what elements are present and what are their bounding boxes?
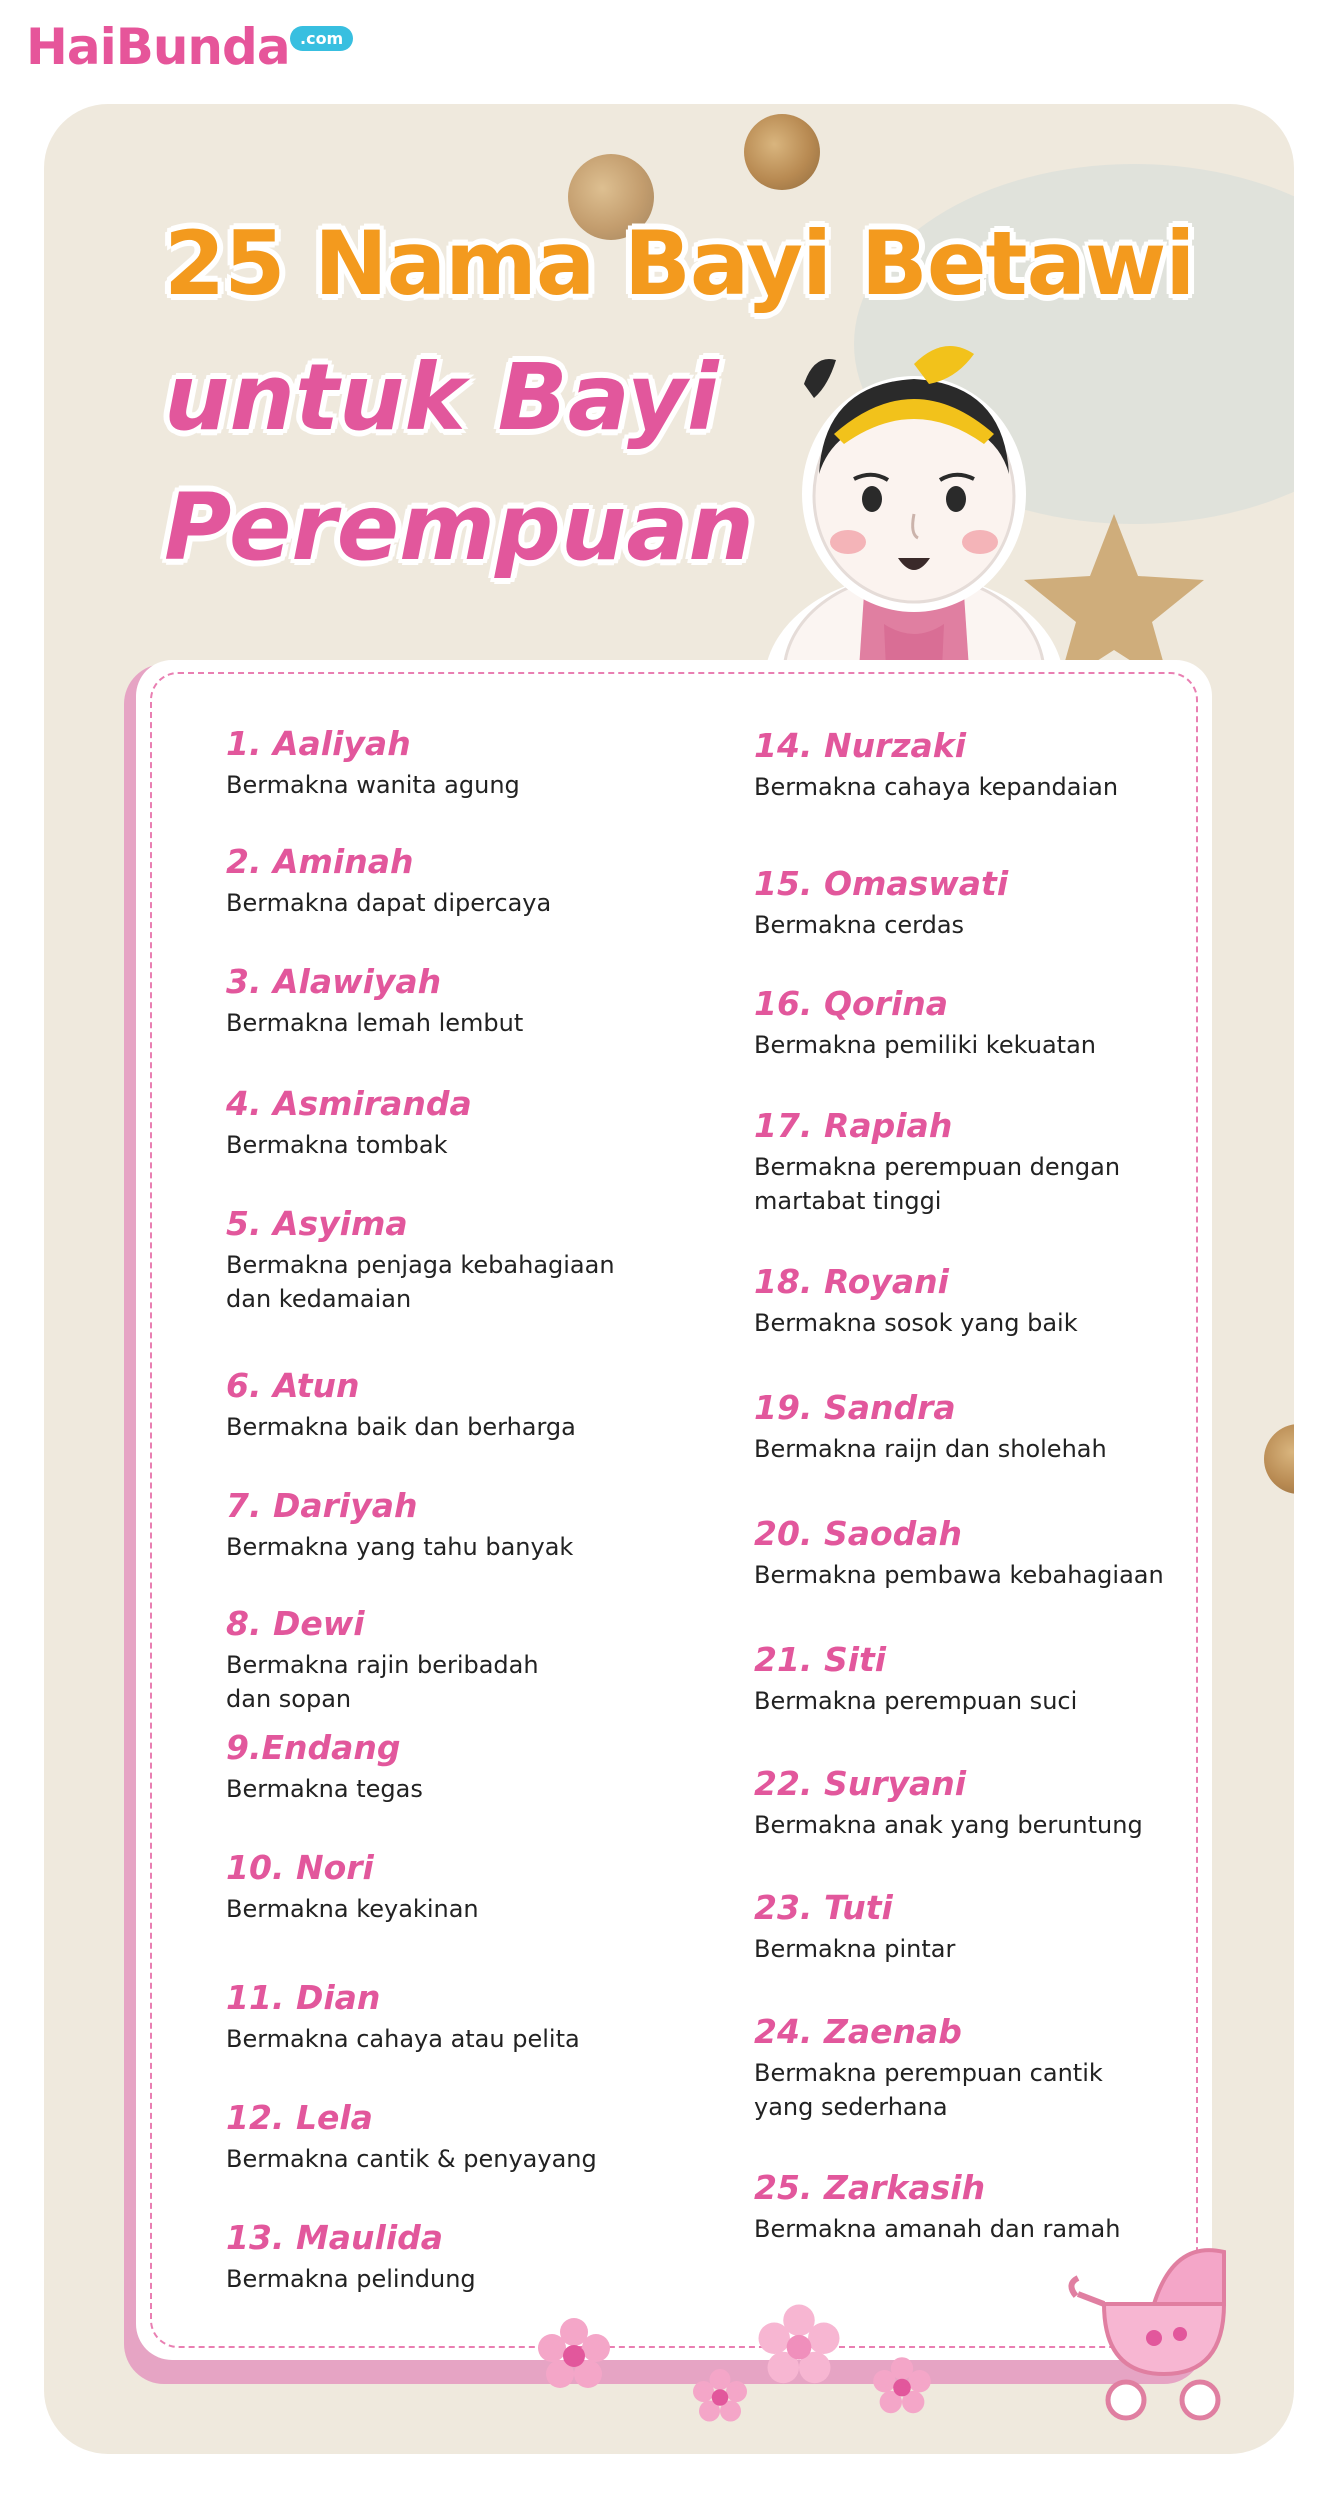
name-meaning: Bermakna cahaya atau pelita (226, 2025, 580, 2053)
name-meaning: Bermakna pembawa kebahagiaan (754, 1561, 1164, 1589)
infographic-card (44, 104, 1294, 2454)
name-meaning: Bermakna pintar (754, 1935, 956, 1963)
brand-logo: HaiBunda (26, 18, 290, 76)
list-item (226, 2218, 686, 2296)
baby-name: 21. Siti (754, 1640, 887, 1679)
name-meaning: Bermakna cahaya kepandaian (754, 773, 1119, 801)
name-meaning: Bermakna perempuan cantik yang sederhana (754, 2059, 1103, 2121)
title-line-3: Perempuan (164, 474, 754, 581)
baby-name: 4. Asmiranda (226, 1084, 472, 1123)
baby-name: 19. Sandra (754, 1388, 956, 1427)
title-line-1: 25 Nama Bayi Betawi (164, 212, 1195, 315)
list-item (226, 962, 686, 1040)
name-meaning: Bermakna perempuan dengan martabat tinggi (754, 1153, 1121, 1215)
title-line-2: untuk Bayi (164, 344, 719, 451)
baby-name: 11. Dian (226, 1978, 381, 2017)
name-meaning: Bermakna yang tahu banyak (226, 1533, 574, 1561)
list-item (226, 2098, 686, 2176)
baby-name: 23. Tuti (754, 1888, 893, 1927)
baby-name: 1. Aaliyah (226, 724, 411, 763)
list-item (754, 2012, 1154, 2124)
list-item (226, 1604, 586, 1716)
list-item (754, 1106, 1174, 1218)
list-item (226, 1486, 686, 1564)
list-item (754, 1640, 1214, 1718)
list-item (754, 1388, 1214, 1466)
name-meaning: Bermakna amanah dan ramah (754, 2215, 1121, 2243)
flower-icon (534, 2314, 614, 2394)
list-item (226, 1728, 686, 1806)
baby-name: 20. Saodah (754, 1514, 963, 1553)
baby-name: 6. Atun (226, 1366, 360, 1405)
list-item (754, 1888, 1214, 1966)
list-item (226, 1366, 686, 1444)
list-item (754, 1262, 1214, 1340)
name-meaning: Bermakna dapat dipercaya (226, 889, 552, 917)
name-meaning: Bermakna cerdas (754, 911, 965, 939)
name-meaning: Bermakna pelindung (226, 2265, 476, 2293)
baby-name: 12. Lela (226, 2098, 373, 2137)
list-item (226, 1978, 686, 2056)
glitter-dot (744, 114, 820, 190)
name-meaning: Bermakna raijn dan sholehah (754, 1435, 1107, 1463)
list-item (226, 1204, 626, 1316)
name-meaning: Bermakna tegas (226, 1775, 423, 1803)
baby-name: 10. Nori (226, 1848, 374, 1887)
list-item (754, 1764, 1214, 1842)
flower-icon (870, 2354, 934, 2418)
flower-icon (754, 2300, 844, 2390)
baby-stroller-icon (1064, 2234, 1234, 2424)
name-meaning: Bermakna pemiliki kekuatan (754, 1031, 1096, 1059)
name-meaning: Bermakna wanita agung (226, 771, 520, 799)
name-meaning: Bermakna keyakinan (226, 1895, 479, 1923)
baby-name: 22. Suryani (754, 1764, 967, 1803)
baby-name: 15. Omaswati (754, 864, 1009, 903)
baby-name: 7. Dariyah (226, 1486, 418, 1525)
baby-name: 5. Asyima (226, 1204, 408, 1243)
name-meaning: Bermakna perempuan suci (754, 1687, 1078, 1715)
list-item (754, 1514, 1214, 1592)
flower-icon (690, 2366, 750, 2426)
list-item (754, 726, 1214, 804)
baby-name: 18. Royani (754, 1262, 949, 1301)
name-meaning: Bermakna tombak (226, 1131, 448, 1159)
name-meaning: Bermakna cantik & penyayang (226, 2145, 597, 2173)
baby-name: 16. Qorina (754, 984, 949, 1023)
baby-name: 17. Rapiah (754, 1106, 953, 1145)
list-item (226, 1848, 686, 1926)
name-meaning: Bermakna baik dan berharga (226, 1413, 576, 1441)
baby-name: 13. Maulida (226, 2218, 444, 2257)
brand-logo-suffix: .com (290, 26, 353, 51)
list-item (754, 864, 1214, 942)
baby-name: 2. Aminah (226, 842, 414, 881)
baby-name: 3. Alawiyah (226, 962, 442, 1001)
baby-name: 8. Dewi (226, 1604, 365, 1643)
name-meaning: Bermakna rajin beribadah dan sopan (226, 1651, 539, 1713)
name-meaning: Bermakna lemah lembut (226, 1009, 524, 1037)
baby-name: 24. Zaenab (754, 2012, 962, 2051)
baby-name: 14. Nurzaki (754, 726, 967, 765)
baby-name: 25. Zarkasih (754, 2168, 986, 2207)
glitter-dot (1264, 1424, 1294, 1494)
list-item (226, 724, 686, 802)
list-item (226, 1084, 686, 1162)
name-meaning: Bermakna anak yang beruntung (754, 1811, 1143, 1839)
name-meaning: Bermakna sosok yang baik (754, 1309, 1078, 1337)
name-meaning: Bermakna penjaga kebahagiaan dan kedamaian (226, 1251, 615, 1313)
list-item (754, 984, 1214, 1062)
baby-name: 9.Endang (226, 1728, 401, 1767)
list-item (226, 842, 686, 920)
